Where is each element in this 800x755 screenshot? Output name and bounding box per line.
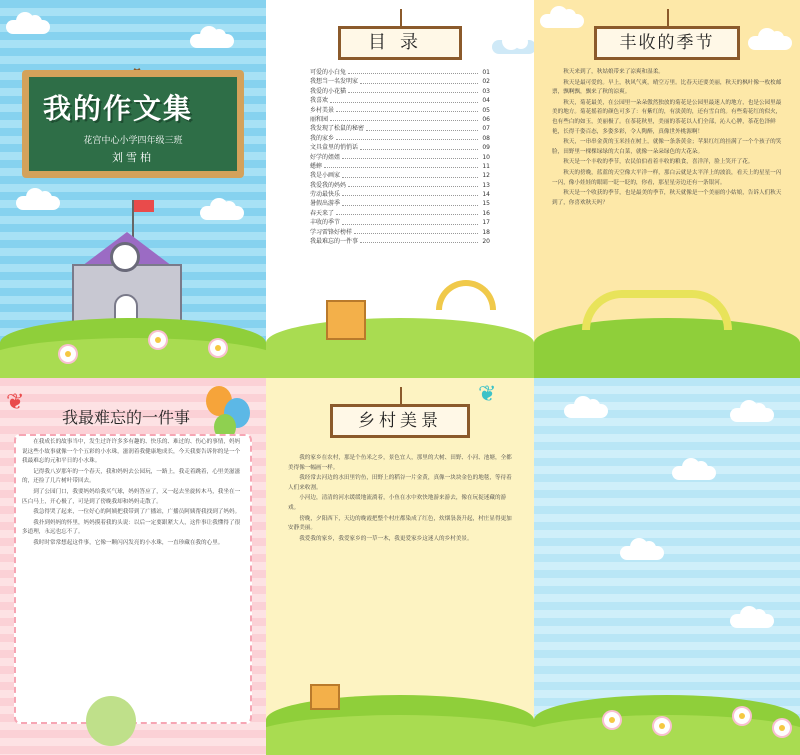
toc-leader <box>342 153 478 159</box>
toc-item-page: 14 <box>482 191 490 199</box>
toc-leader <box>348 87 478 93</box>
toc-item-page: 18 <box>482 228 490 236</box>
paragraph: 到了公园门口，我要妈妈给我买气球，妈妈答应了，又一起去坐旋转木马，我坐在一匹白马上，开心极了，可是到了傍晚我却和妈妈走散了。 <box>22 488 241 505</box>
toc-item-page: 03 <box>482 87 490 95</box>
toc-leader <box>348 68 478 74</box>
toc-leader <box>366 124 478 130</box>
toc-item-title: 我喜欢 <box>310 97 329 105</box>
house-illustration <box>326 300 366 340</box>
village-heading: 乡村美景 <box>358 411 442 431</box>
toc-item-title: 文具盒里的悄悄话 <box>310 144 359 152</box>
toc-item <box>310 134 490 143</box>
paragraph: 小河边，清清的河水缓缓地流淌着，小鱼在水中欢快地游来游去，像在玩捉迷藏的游戏。 <box>288 495 507 511</box>
memory-page <box>0 378 266 755</box>
background-page <box>534 378 800 755</box>
toc-heading-sign <box>338 26 462 60</box>
toc-item-title: 我想当一名发明家 <box>310 78 359 86</box>
toc-leader <box>360 143 478 149</box>
paragraph: 秋天的傍晚，蓝蓝的天空像大平洋一样，那白云就是太平洋上的波浪，看天上的星星一闪一闪，像小娃娃的眼睛一眨一眨的，你看，那星星旁边还有一条银河。 <box>552 169 782 186</box>
toc-item <box>310 209 490 218</box>
cloud-decoration <box>564 404 608 418</box>
paragraph: 我爱我的家乡，我爱家乡的一草一木，我更爱家乡这迷人的乡村美景。 <box>299 535 473 542</box>
paragraph: 秋天，菊花最美，在公园里一朵朵傲然独放的菊花是公园里最迷人的地方，也是公园里最美的地方。菊花摇着的颜色可多了：有紫红的，有淡黄的，还有雪白的。有些菊花红的似火，也有些白的如玉，美丽极了。在茶花秋里，美丽的茶花以人们全部，沁人心脾，茶花色泽鲜艳，长得千姿百态，多姿多彩，令人陶醉，真像世外桃源啊！ <box>552 99 782 135</box>
toc-item-title: 可爱的小白兔 <box>310 69 347 76</box>
cloud-decoration <box>16 196 60 210</box>
flower-icon <box>654 718 670 734</box>
toc-item <box>310 115 490 124</box>
toc-item <box>310 218 490 227</box>
toc-leader <box>336 106 478 112</box>
toc-item <box>310 68 490 77</box>
grass-hill <box>266 715 534 755</box>
toc-item-title: 我爱我的妈妈 <box>310 181 347 189</box>
toc-item <box>310 181 490 190</box>
toc-leader <box>348 181 478 187</box>
toc-leader <box>360 237 478 243</box>
cloud-decoration <box>200 206 244 220</box>
cloud-decoration <box>730 614 774 628</box>
cloud-decoration <box>492 40 534 54</box>
cloud-decoration <box>730 408 774 422</box>
toc-item-title: 乡村美景 <box>310 106 335 114</box>
paragraph: 记得我八岁那年的一个春天，我和妈妈去公园玩，一路上，我走着跳着，心里美滋滋的，还捡了几片树叶带回去。 <box>22 468 241 485</box>
toc-item <box>310 124 490 133</box>
rainbow-illustration <box>436 280 496 310</box>
toc-page <box>266 0 534 378</box>
toc-leader <box>330 96 478 102</box>
paragraph: 我的家乡在农村，那是个鱼米之乡，景色宜人，那里的大树、田野、小河、池塘，全都美得像一幅画一样。 <box>288 455 512 471</box>
paragraph: 我时时常常想起这件事，它像一颗闪闪发亮的小水珠，一直珍藏在我的心里。 <box>33 539 224 546</box>
clock-icon <box>110 242 140 272</box>
toc-item-title: 蟋蟀 <box>310 162 323 170</box>
bow-icon: ❦ <box>6 390 25 415</box>
toc-leader <box>342 171 478 177</box>
paragraph: 秋天是一个丰收的季节，农民伯伯看着丰收的粮食，喜洋洋，脸上笑开了花。 <box>563 159 754 166</box>
toc-item <box>310 228 490 237</box>
toc-leader <box>354 228 478 234</box>
toc-item <box>310 237 490 246</box>
paragraph: 秋天是最可爱的。早上，秋风气爽，晴空万里。比春天还要美丽，秋天的枫叶像一枚枚邮票，飘啊飘，飘来了秋的凉爽。 <box>552 79 782 96</box>
cloud-decoration <box>748 36 792 50</box>
harvest-page <box>534 0 800 378</box>
toc-item-page: 01 <box>482 69 490 76</box>
toc-item <box>310 106 490 115</box>
toc-item-title: 我爱的小花猫 <box>310 87 347 95</box>
memory-heading-sign <box>36 404 216 438</box>
toc-item <box>310 87 490 96</box>
toc-item <box>310 77 490 86</box>
flower-icon <box>734 708 750 724</box>
toc-item-page: 16 <box>482 209 490 217</box>
paragraph: 傍晚，夕阳西下，天边的晚霞把整个村庄都染成了红色，炊烟袅袅升起，村庄显得更加安静美丽。 <box>288 515 512 532</box>
toc-item-title: 丽和园 <box>310 115 329 123</box>
toc-item <box>310 162 490 171</box>
toc-item <box>310 171 490 180</box>
toc-item-page: 08 <box>482 134 490 142</box>
toc-item-page: 11 <box>482 162 490 170</box>
flower-icon <box>774 720 790 736</box>
toc-item <box>310 190 490 199</box>
cover-page <box>0 0 266 378</box>
toc-item-page: 15 <box>482 200 490 208</box>
toc-item <box>310 199 490 208</box>
toc-item-page: 12 <box>482 172 490 180</box>
village-heading-sign <box>330 404 470 438</box>
memory-heading: 我最难忘的一件事 <box>61 408 190 427</box>
toc-item-title: 春天来了 <box>310 209 335 217</box>
toc-item-page: 05 <box>482 106 490 114</box>
toc-item-title: 我发现了松鼠的秘密 <box>310 125 365 133</box>
toc-item-page: 20 <box>482 238 490 246</box>
toc-item <box>310 153 490 162</box>
paragraph: 在我成长的故事当中，发生过许许多多有趣的、快乐的、难过的、伤心的事情，妈妈说这些小故事就像一个个五彩的小水珠，滋润着我健康地成长，今天我要告诉你的是一个我最难忘的元和平日的小水珠。 <box>22 439 241 465</box>
toc-item-page: 07 <box>482 125 490 133</box>
toc-heading: 目录 <box>368 32 432 53</box>
flower-icon <box>604 712 620 728</box>
toc-item-page: 10 <box>482 153 490 161</box>
paragraph: 我经常去河边的水田里钓鱼，田野上的稻谷一片金黄，真像一块块金色的地毯，等待着人们来收割。 <box>288 475 512 491</box>
cloud-decoration <box>190 34 234 48</box>
flower-icon <box>150 332 166 348</box>
grass-hill <box>0 338 266 378</box>
paragraph: 我急得哭了起来，一位好心的阿姨把我带到了广播站，广播员阿姨帮我找到了妈妈。 <box>33 509 241 516</box>
paragraph: 秋天，一串串金黄的玉米挂在树上，就像一条条黄金；苹果红红的挂满了一个个孩子的笑脸，田野里一棵棵绿绿的大白菜，就像一朵朵绿色的大花朵。 <box>552 139 782 155</box>
cloud-decoration <box>540 14 584 28</box>
grass-hill <box>266 318 534 378</box>
toc-leader <box>336 209 478 215</box>
harvest-heading-sign <box>594 26 740 60</box>
paragraph: 秋天是一个收获的季节，也是最美的季节，秋天就像是一个美丽的小姑娘，告诉人们秋天到了，你喜欢秋天吗？ <box>552 190 782 206</box>
village-page <box>266 378 534 755</box>
cloud-decoration <box>6 20 50 34</box>
arch-illustration <box>582 290 732 330</box>
toc-item-title: 学习雷锋好榜样 <box>310 228 353 236</box>
toc-leader <box>336 134 478 140</box>
toc-item-page: 13 <box>482 181 490 189</box>
toc-list <box>310 68 490 246</box>
toc-item <box>310 143 490 152</box>
paragraph: 秋天来到了，秋姑娘带来了凉爽和湿柔。 <box>563 69 664 75</box>
toc-leader <box>342 199 478 205</box>
toc-item-page: 02 <box>482 78 490 86</box>
flower-icon <box>210 340 226 356</box>
toc-item-title: 劳动最快乐 <box>310 191 341 199</box>
toc-item-title: 我是小画家 <box>310 172 341 180</box>
toc-leader <box>330 115 478 121</box>
flower-icon <box>60 346 76 362</box>
paragraph: 我扑到妈妈的怀里，妈妈摸着我的头说：以后一定要跟紧大人，这件事让我懂得了很多道理，永远也忘不了。 <box>22 519 241 536</box>
cloud-decoration <box>620 546 664 560</box>
toc-item-title: 好学的姐姐 <box>310 153 341 161</box>
toc-item-title: 暑假出游季 <box>310 200 341 208</box>
cover-subtitle: 花宫中心小学四年级三班 <box>83 136 183 146</box>
memory-text <box>22 438 244 738</box>
toc-leader <box>324 162 478 168</box>
cover-author: 刘雪柏 <box>112 151 154 164</box>
toc-item-page: 06 <box>482 115 490 123</box>
cover-title: 我的作文集 <box>43 92 194 125</box>
harvest-heading: 丰收的季节 <box>619 33 715 53</box>
chalkboard <box>22 70 244 178</box>
toc-item <box>310 96 490 105</box>
school-illustration <box>52 232 202 324</box>
toc-leader <box>342 218 478 224</box>
toc-item-title: 丰收的季节 <box>310 219 341 227</box>
toc-leader <box>360 77 478 83</box>
toc-item-title: 我最难忘的一件事 <box>310 238 359 246</box>
toc-item-page: 04 <box>482 97 490 105</box>
toc-item-title: 我的家乡 <box>310 134 335 142</box>
toc-item-page: 09 <box>482 144 490 152</box>
toc-item-page: 17 <box>482 219 490 227</box>
bow-icon: ❦ <box>478 382 497 407</box>
toc-leader <box>342 190 478 196</box>
harvest-text <box>552 68 784 318</box>
bouquet-illustration <box>86 696 136 746</box>
house-illustration <box>310 684 340 710</box>
cloud-decoration <box>672 466 716 480</box>
